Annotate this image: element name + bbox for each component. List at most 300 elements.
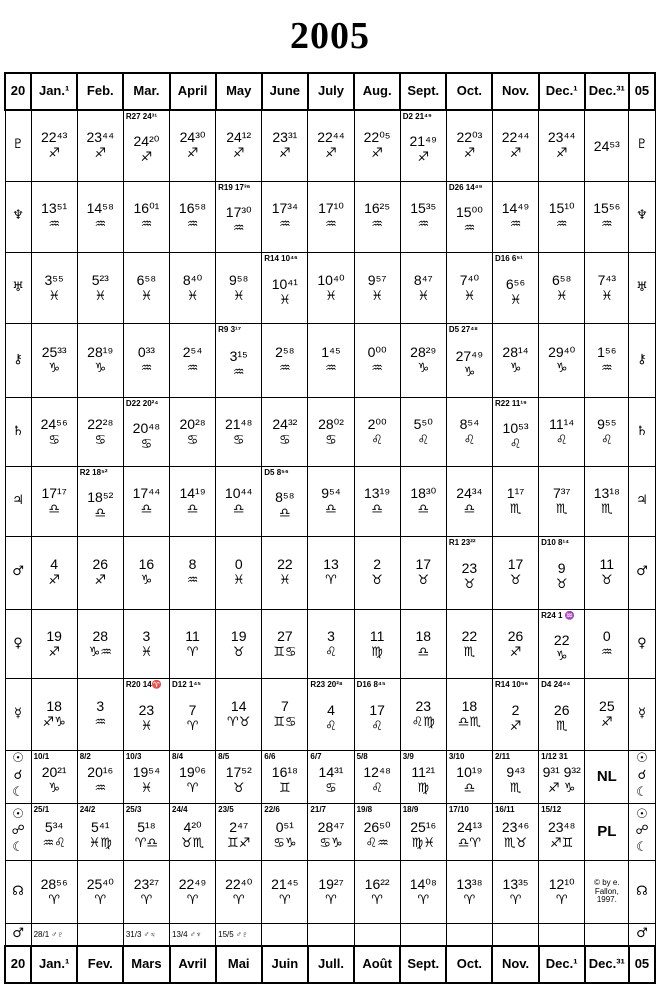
ephemeris-cell [539, 467, 585, 536]
position-value: 7⁴⁰ [459, 271, 480, 288]
position-value: 3 [327, 627, 335, 644]
position-value: 1⁵⁶ [597, 344, 617, 361]
zodiac-sign-icon: ♎ [94, 505, 107, 521]
position-value: 2⁵⁸ [275, 344, 295, 361]
cell-content [308, 679, 353, 749]
ephemeris-cell [123, 181, 169, 252]
position-value: 16⁰¹ [133, 200, 160, 217]
ephemeris-cell [123, 803, 169, 860]
month-header: Aug. [354, 73, 400, 110]
position-value: 2⁴⁷ [229, 819, 249, 836]
zodiac-sign-icon: ♓ [186, 288, 199, 304]
planet-glyph-icon: ♄ [5, 397, 31, 466]
ephemeris-cell [216, 253, 262, 324]
zodiac-sign-icon: ♊♐ [227, 836, 251, 852]
position-value: 24³⁰ [179, 129, 206, 146]
zodiac-sign-icon: ♈ [509, 892, 522, 908]
planet-glyph-icon: ♂ [5, 924, 31, 946]
zodiac-sign-icon: ♓ [509, 292, 522, 308]
ephemeris-cell [308, 610, 354, 679]
ephemeris-cell [492, 181, 538, 252]
ephemeris-cell [170, 324, 216, 397]
ephemeris-cell [446, 679, 492, 750]
position-value: 22⁰⁵ [363, 129, 391, 146]
cell-content [308, 398, 353, 466]
zodiac-sign-icon: ♐ [48, 573, 60, 589]
ephemeris-cell [123, 397, 169, 466]
cell-content [32, 111, 77, 181]
zodiac-sign-icon: ♒ [279, 361, 291, 377]
station-tag: 5/8 [356, 751, 368, 761]
ephemeris-cell [446, 467, 492, 536]
cell-content [355, 111, 400, 181]
zodiac-sign-icon: ♐ [325, 146, 337, 162]
ephemeris-cell [446, 397, 492, 466]
ephemeris-cell [539, 610, 585, 679]
ephemeris-cell [492, 110, 538, 181]
position-value: 5³⁴ [44, 819, 64, 836]
cell-content [170, 751, 215, 803]
planet-glyph-icon: ♃ [5, 467, 31, 536]
zodiac-sign-icon: ♒ [371, 361, 383, 377]
month-header: Avril [170, 946, 216, 983]
ephemeris-cell [400, 181, 446, 252]
ephemeris-cell [492, 253, 538, 324]
cell-content [447, 182, 492, 252]
position-value: 14⁰⁸ [409, 875, 437, 892]
zodiac-sign-icon: ♓ [232, 573, 245, 589]
planet-glyph-icon: ♅ [5, 253, 31, 324]
cell-content [493, 467, 538, 535]
position-value: 18 [46, 698, 62, 715]
zodiac-sign-icon: ♓ [417, 288, 430, 304]
position-value: 0 [602, 627, 611, 644]
cell-content [539, 253, 584, 323]
cell-content [308, 751, 353, 803]
zodiac-sign-icon: ♈ [463, 892, 476, 908]
zodiac-sign-icon: ♌ [555, 432, 568, 448]
station-tag: D12 1⁴⁵ [172, 680, 202, 690]
ephemeris-cell [492, 397, 538, 466]
zodiac-sign-icon: ♉ [232, 644, 245, 660]
station-tag: R14 10⁴⁶ [264, 254, 298, 264]
position-value: 19 [230, 627, 247, 644]
position-value: 22⁴⁹ [178, 875, 207, 892]
position-value: 17⁴⁴ [132, 484, 161, 501]
position-value: 15⁵⁶ [593, 200, 621, 217]
zodiac-sign-icon: ♒ [509, 217, 522, 233]
zodiac-sign-icon: ♐ [463, 146, 476, 162]
position-value: 22⁰³ [456, 129, 483, 146]
zodiac-sign-icon: ♋ [186, 432, 199, 448]
ephemeris-cell [170, 924, 216, 946]
cell-content [124, 111, 169, 181]
ephemeris-cell [492, 536, 538, 609]
ephemeris-cell [77, 803, 123, 860]
position-value: 19⁰⁶ [179, 764, 207, 781]
position-value: 20²¹ [41, 764, 67, 781]
cell-content [262, 610, 307, 678]
cell-content [262, 182, 307, 252]
zodiac-sign-icon: ♒ [601, 644, 613, 660]
zodiac-sign-icon: ♈ [186, 719, 199, 735]
month-header: Jull. [308, 946, 354, 983]
ephemeris-cell [354, 860, 400, 923]
zodiac-sign-icon: ♎ [140, 501, 153, 517]
zodiac-sign-icon: ♎ [48, 501, 60, 517]
zodiac-sign-icon: ♎♈ [457, 836, 482, 852]
zodiac-sign-icon: ♐ [509, 719, 522, 735]
position-value: 21⁴⁹ [409, 133, 438, 150]
position-value: 26⁵⁰ [363, 819, 391, 836]
zodiac-sign-icon: ♋ [325, 432, 337, 448]
zodiac-sign-icon: ♐ [279, 146, 291, 162]
zodiac-sign-icon: ♐ [94, 573, 107, 589]
cell-content [447, 253, 492, 323]
ephemeris-cell [539, 397, 585, 466]
position-value: 28⁵⁶ [40, 875, 68, 892]
month-header: May [216, 73, 262, 110]
ephemeris-cell [123, 467, 169, 536]
position-value: 23²⁷ [133, 875, 160, 892]
zodiac-sign-icon: ♌ [601, 432, 613, 448]
position-value: 11 [599, 556, 615, 573]
year-right-label: 05 [629, 73, 655, 110]
zodiac-sign-icon: ♏ [555, 719, 568, 735]
cell-content [308, 182, 353, 252]
month-header: Mar. [123, 73, 169, 110]
cell-content [170, 324, 215, 396]
zodiac-sign-icon: ♊ [279, 781, 291, 797]
cell-content [539, 537, 584, 609]
cell-content [493, 861, 538, 923]
ephemeris-cell [308, 324, 354, 397]
station-tag: 3/10 [448, 751, 465, 761]
position-value: 17³⁴ [271, 200, 298, 217]
zodiac-sign-icon: ♓ [140, 288, 153, 304]
position-value: 24³² [272, 415, 298, 432]
cell-content [262, 679, 307, 749]
cell-content [401, 324, 446, 396]
cell-content [493, 111, 538, 181]
position-value: 18 [415, 627, 432, 644]
cell-content [124, 861, 169, 923]
ephemeris-cell [308, 536, 354, 609]
cell-content [124, 467, 169, 535]
cell-content [78, 398, 123, 466]
position-value: NL [596, 768, 617, 786]
cell-content [539, 751, 584, 803]
ephemeris-cell [262, 181, 308, 252]
position-value: 0⁵¹ [275, 819, 294, 836]
planet-glyph-icon: ☉ ☍ ☾ [5, 803, 31, 860]
position-value: 22²⁸ [87, 415, 114, 432]
position-value: 24⁵³ [593, 137, 620, 154]
cell-content [216, 537, 261, 609]
month-header: Août [354, 946, 400, 983]
position-value: 3⁵⁵ [44, 271, 64, 288]
position-value: 22⁴³ [41, 129, 68, 146]
position-value: 26 [553, 702, 570, 719]
ephemeris-cell [492, 324, 538, 397]
ephemeris-cell [262, 397, 308, 466]
ephemeris-cell [400, 536, 446, 609]
position-value: 9⁵⁷ [367, 271, 387, 288]
cell-content [308, 537, 353, 609]
position-value: 17 [369, 702, 385, 719]
ephemeris-cell [31, 467, 77, 536]
zodiac-sign-icon: ♈ [279, 892, 291, 908]
position-value: 29⁴⁰ [548, 344, 576, 361]
zodiac-sign-icon: ♌ [417, 432, 430, 448]
position-value: 10⁴⁴ [224, 484, 253, 501]
position-value: 9³¹ 9³² [542, 764, 581, 781]
zodiac-sign-icon: ♈ [140, 892, 153, 908]
position-value: 22 [461, 627, 478, 644]
ephemeris-cell [446, 803, 492, 860]
position-value: 16¹⁸ [271, 764, 298, 781]
cell-content [216, 751, 261, 803]
zodiac-sign-icon: ♓ [94, 288, 107, 304]
ephemeris-cell [585, 253, 629, 324]
ephemeris-cell [539, 750, 585, 803]
zodiac-sign-icon: ♋ [279, 432, 291, 448]
zodiac-sign-icon: ♉♏ [180, 836, 205, 852]
position-value: 22⁴⁴ [317, 129, 345, 146]
ephemeris-cell [354, 181, 400, 252]
zodiac-sign-icon: ♎♏ [457, 715, 482, 731]
cell-content [355, 253, 400, 323]
planet-glyph-icon: ☉ ☌ ☾ [5, 750, 31, 803]
position-value: 16 [138, 556, 155, 573]
cell-content [493, 324, 538, 396]
position-value: 16⁵⁸ [178, 200, 207, 217]
position-value: 4 [50, 556, 59, 573]
zodiac-sign-icon: ♒ [186, 361, 199, 377]
cell-content [401, 537, 446, 609]
planet-glyph-icon: ♀ [5, 610, 31, 679]
ephemeris-cell [216, 750, 262, 803]
position-value: 2 [373, 556, 382, 573]
station-tag: D22 20²⁴ [125, 398, 159, 408]
position-value: 22 [277, 556, 293, 573]
station-tag: 19/8 [356, 804, 373, 814]
position-value: 28 [92, 627, 109, 644]
position-value: 17¹⁰ [318, 200, 344, 217]
position-value: 25⁴⁰ [86, 875, 114, 892]
position-value: 9⁴³ [506, 764, 525, 781]
ephemeris-cell [262, 110, 308, 181]
cell-content [78, 324, 123, 396]
cell-content [32, 324, 77, 396]
cell-content [216, 111, 261, 181]
cell-content [78, 253, 123, 323]
cell-content [308, 111, 353, 181]
ephemeris-cell [308, 750, 354, 803]
cell-content [216, 467, 261, 535]
month-header: July [308, 73, 354, 110]
ephemeris-cell [354, 610, 400, 679]
zodiac-sign-icon: ♒ [463, 221, 476, 237]
station-tag: R20 14♈ [125, 680, 162, 690]
ephemeris-cell [123, 924, 169, 946]
cell-content [401, 467, 446, 535]
cell-content [355, 467, 400, 535]
ephemeris-cell [585, 397, 629, 466]
cell-content [308, 610, 353, 678]
zodiac-sign-icon: ♉ [417, 573, 430, 589]
planet-glyph-icon: ☿ [629, 679, 655, 750]
zodiac-sign-icon: ♐ [140, 150, 153, 166]
month-header: Nov. [492, 73, 538, 110]
zodiac-sign-icon: ♑♒ [88, 644, 112, 660]
cell-content [78, 751, 123, 803]
cell-content [355, 398, 400, 466]
year-right-label: 05 [629, 946, 655, 983]
zodiac-sign-icon: ♋ [140, 436, 153, 452]
zodiac-sign-icon: ♓ [371, 288, 383, 304]
cell-content [355, 610, 400, 678]
ephemeris-cell [539, 536, 585, 609]
cell-content [447, 467, 492, 535]
position-value: 15¹⁰ [548, 200, 575, 217]
cell-content [262, 111, 307, 181]
ephemeris-cell [400, 860, 446, 923]
ephemeris-cell [262, 803, 308, 860]
ephemeris-cell [170, 860, 216, 923]
position-value: 19⁵⁴ [132, 764, 161, 781]
station-tag: 17/10 [448, 804, 469, 814]
zodiac-sign-icon: ♓ [232, 288, 245, 304]
zodiac-sign-icon: ♒ [325, 361, 337, 377]
ephemeris-cell [77, 467, 123, 536]
position-value: 11¹⁴ [549, 415, 575, 432]
ephemeris-cell [262, 467, 308, 536]
month-header: Dec.¹ [539, 946, 585, 983]
cell-content [493, 751, 538, 803]
cell-content [447, 610, 492, 678]
month-header: Oct. [446, 73, 492, 110]
position-value: 17⁵² [225, 764, 252, 781]
position-value: 5¹⁸ [137, 819, 156, 836]
zodiac-sign-icon: ♌ [371, 719, 383, 735]
month-header: Fev. [77, 946, 123, 983]
ephemeris-cell [308, 924, 354, 946]
zodiac-sign-icon: ♓ [140, 644, 153, 660]
ephemeris-cell [123, 324, 169, 397]
planet-glyph-icon: ♇ [629, 110, 655, 181]
station-tag: 18/9 [402, 804, 419, 814]
cell-content [401, 182, 446, 252]
month-header: April [170, 73, 216, 110]
position-value: 10⁴⁰ [317, 271, 345, 288]
cell-content [493, 182, 538, 252]
zodiac-sign-icon: ♐ [509, 146, 522, 162]
position-value: 5⁵⁰ [413, 415, 433, 432]
zodiac-sign-icon: ♏ [463, 644, 476, 660]
ephemeris-cell [308, 679, 354, 750]
cell-content [170, 804, 215, 860]
position-value: 0³³ [137, 344, 155, 361]
ephemeris-cell [354, 397, 400, 466]
station-tag: 6/6 [264, 751, 276, 761]
position-value: 9⁵⁸ [228, 271, 249, 288]
ephemeris-cell [123, 750, 169, 803]
ephemeris-cell [585, 750, 629, 803]
ephemeris-cell [216, 110, 262, 181]
cell-content [262, 751, 307, 803]
cell-content [124, 324, 169, 396]
zodiac-sign-icon: ♑ [417, 361, 430, 377]
position-value: 13¹⁸ [593, 484, 620, 501]
position-value: 7 [280, 698, 289, 715]
ephemeris-cell [539, 181, 585, 252]
station-tag: R9 3¹⁷ [218, 325, 242, 335]
ephemeris-cell [585, 924, 629, 946]
ephemeris-cell [31, 924, 77, 946]
station-tag: 6/7 [310, 751, 322, 761]
position-value: 7⁴³ [597, 271, 617, 288]
position-value: 23⁴⁴ [86, 129, 115, 146]
zodiac-sign-icon: ♐ [48, 146, 60, 162]
position-value: 17¹⁷ [41, 484, 67, 501]
position-value: 13³⁸ [456, 875, 483, 892]
conjunction-note: 15/5 ♂♇ [218, 930, 248, 940]
ephemeris-cell [492, 803, 538, 860]
position-value: 16²⁵ [364, 200, 391, 217]
position-value: 1⁴⁵ [321, 344, 341, 361]
position-value: 15³⁵ [410, 200, 437, 217]
planet-glyph-icon: ♄ [629, 397, 655, 466]
zodiac-sign-icon: ♒ [94, 217, 107, 233]
cell-content [78, 679, 123, 749]
cell-content [32, 804, 77, 860]
cell-content [401, 398, 446, 466]
zodiac-sign-icon: ♈ [232, 892, 245, 908]
ephemeris-cell [585, 324, 629, 397]
ephemeris-cell [446, 750, 492, 803]
ephemeris-cell [262, 679, 308, 750]
station-tag: 10/1 [33, 751, 50, 761]
cell-content [401, 861, 446, 923]
position-value: 25 [599, 698, 615, 715]
ephemeris-cell [539, 679, 585, 750]
ephemeris-cell [170, 803, 216, 860]
position-value: 7 [188, 702, 197, 719]
zodiac-sign-icon: ♒ [232, 365, 245, 381]
ephemeris-cell [400, 803, 446, 860]
position-value: PL [597, 823, 617, 841]
cell-content [262, 324, 307, 396]
cell-content [124, 253, 169, 323]
cell-content [355, 679, 400, 749]
ephemeris-cell [354, 110, 400, 181]
ephemeris-cell [308, 803, 354, 860]
ephemeris-cell [216, 536, 262, 609]
zodiac-sign-icon: ♈ [186, 644, 199, 660]
cell-content [262, 861, 307, 923]
zodiac-sign-icon: ♑ [463, 365, 476, 381]
zodiac-sign-icon: ♓ [279, 573, 291, 589]
cell-content [262, 467, 307, 535]
zodiac-sign-icon: ♒ [371, 217, 383, 233]
cell-content [585, 804, 628, 860]
ephemeris-cell [585, 860, 629, 923]
zodiac-sign-icon: ♉ [509, 573, 522, 589]
month-header: Sept. [400, 946, 446, 983]
zodiac-sign-icon: ♌♍ [411, 715, 435, 731]
position-value: 6⁵⁶ [505, 275, 526, 292]
